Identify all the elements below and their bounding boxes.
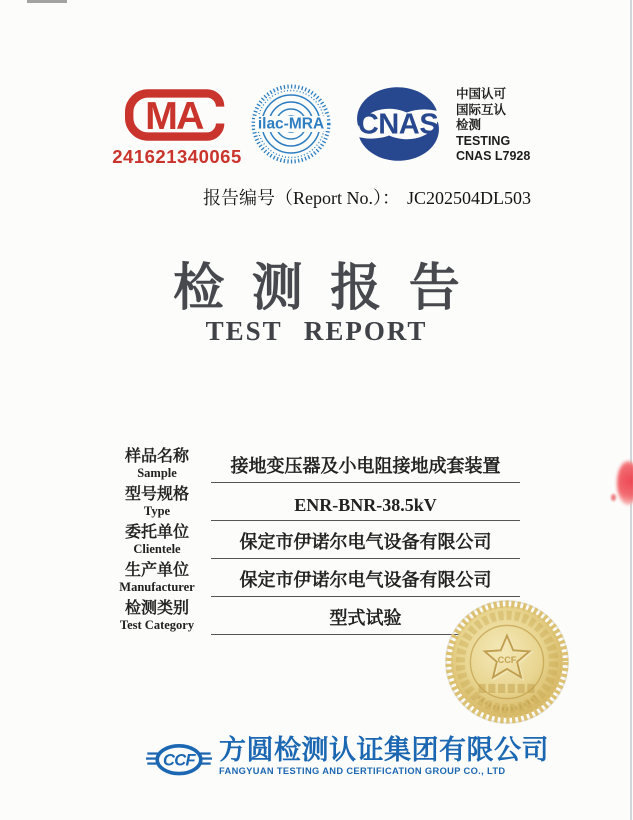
issuer-name-en: FANGYUAN TESTING AND CERTIFICATION GROUP CO., LTD — [219, 766, 506, 776]
accreditation-text-block — [456, 87, 530, 165]
field-label-en: Clientele — [133, 542, 181, 556]
field-value: ENR-BNR-38.5kV — [211, 483, 520, 521]
field-label-zh: 检测类别 — [124, 600, 189, 617]
accreditation-line: CNAS L7928 — [456, 149, 531, 164]
ccf-letters: CCF — [163, 751, 195, 770]
scan-edge-line — [630, 0, 632, 820]
cma-letters: MA — [145, 93, 203, 138]
page-title-zh: 检测报告 — [173, 261, 488, 317]
red-stamp-edge-mark — [617, 461, 633, 505]
field-row-clientele — [113, 521, 520, 559]
report-number-value: JC202504DL503 — [407, 188, 532, 208]
accreditation-line: TESTING — [456, 133, 511, 148]
page-title-en: TEST REPORT — [205, 316, 428, 346]
field-label-en: Sample — [137, 466, 177, 480]
issuer-name-zh: 方圆检测认证集团有限公司 — [219, 735, 549, 765]
field-row-sample — [113, 445, 520, 483]
field-label-zh: 样品名称 — [124, 448, 189, 465]
cma-mark — [112, 85, 242, 168]
accreditation-line: 中国认可 — [456, 87, 507, 102]
cnas-label: CNAS — [357, 108, 439, 141]
accreditation-line: 检测 — [456, 118, 482, 133]
field-label-zh: 委托单位 — [124, 524, 189, 541]
field-value: 接地变压器及小电阻接地成套装置 — [211, 445, 520, 483]
ilac-mra-mark — [250, 83, 332, 170]
red-stamp-speck — [611, 494, 616, 501]
scan-artifact-dash — [27, 0, 67, 3]
field-label-en: Type — [143, 504, 171, 518]
cnas-logo-icon — [352, 87, 444, 161]
field-label-en: Manufacturer — [119, 580, 195, 594]
report-number-line — [203, 184, 531, 210]
field-value: 保定市伊诺尔电气设备有限公司 — [211, 559, 520, 597]
field-label-zh: 生产单位 — [124, 562, 189, 579]
issuer-logo-block — [146, 735, 549, 787]
ccf-logo-icon — [146, 735, 212, 787]
cnas-mark — [352, 87, 444, 166]
gold-seal-icon — [444, 599, 570, 725]
cma-logo-icon — [118, 85, 236, 145]
ilac-mra-seal-icon — [250, 83, 332, 165]
field-row-manufacturer — [113, 559, 520, 597]
report-number-label: 报告编号（Report No.）： — [203, 188, 400, 208]
field-row-type — [113, 483, 520, 521]
accreditation-logos-row — [112, 82, 546, 170]
field-label-en: Test Category — [119, 618, 195, 632]
accreditation-line: 国际互认 — [456, 102, 507, 117]
field-label-zh: 型号规格 — [124, 486, 189, 503]
seal-ccf-letters: CCF — [497, 655, 517, 666]
cma-certificate-number: 241621340065 — [112, 145, 242, 167]
gold-foil-seal — [444, 599, 570, 725]
ilac-mra-label: ilac-MRA — [257, 115, 325, 132]
field-value: 型式试验 — [211, 597, 520, 635]
field-value: 保定市伊诺尔电气设备有限公司 — [211, 521, 520, 559]
